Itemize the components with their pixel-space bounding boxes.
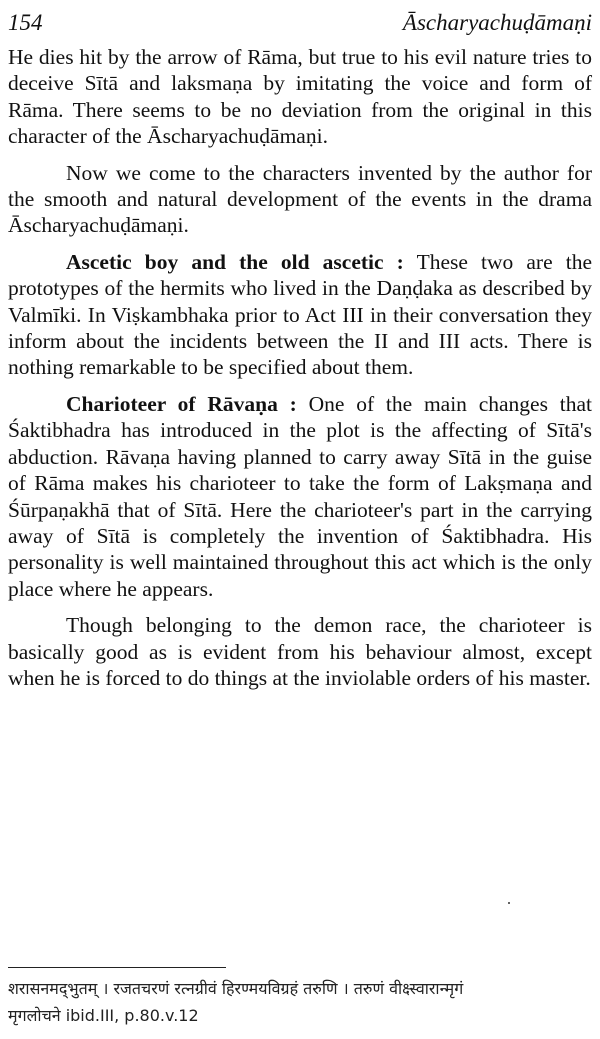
body-text [8, 44, 592, 701]
paragraph-3 [8, 249, 592, 381]
paragraph-5 [8, 612, 592, 691]
footnote-divider [8, 967, 226, 968]
footnote [8, 975, 592, 1029]
paragraph-2 [8, 160, 592, 239]
paragraph-4 [8, 391, 592, 602]
paragraph-heading: Charioteer of Rāvaṇa : [66, 391, 297, 416]
paragraph-1 [8, 44, 592, 150]
paragraph-text: Though belonging to the demon race, the charioteer is basically good as is evident from his behaviour almost, except when he is forced to do things at the inviolable orders of his master. [8, 613, 592, 690]
page-header [8, 0, 592, 36]
paragraph-text: These two are the prototypes of the hermits who lived in the Daṇḍaka as described by Valmīki. In Viṣkambhaka prior to Act III in their conversation they inform about the incidents between the II and III acts. There is nothing remarkable to be specified about them. [8, 249, 593, 380]
footnote-line: मृगलोचने ibid.III, p.80.v.12 [8, 1006, 199, 1025]
page-number: 154 [8, 10, 43, 35]
paragraph-text: One of the main changes that Śaktibhadra has introduced in the plot is the affecting of Sītā's abduction. Rāvaṇa having planned to carry away Sītā in the guise of Rāma makes his charioteer to take the form of Lakṣmaṇa and Śūrpaṇakhā that of Sītā. Here the charioteer's part in the carrying away of Sītā is completely the invention of Śaktibhadra. His personality is well maintained throughout this act which is the only place where he appears. [8, 391, 592, 601]
footnote-line: शरासनमद्‌भुतम् । रजतचरणं रत्नग्रीवं हिरण्मयविग्रहं तरुणि । तरुणं वीक्ष्स्वारान्मृगं [8, 979, 464, 998]
paragraph-heading: Ascetic boy and the old ascetic : [66, 249, 404, 274]
running-title: Āscharyachuḍāmaṇi [402, 10, 592, 35]
paragraph-text: He dies hit by the arrow of Rāma, but true to his evil nature tries to deceive Sītā and laksmaṇa by imitating the voice and form of Rāma. There seems to be no deviation from the original in this character of the Āscharyachuḍāmaṇi. [8, 45, 592, 149]
paragraph-text: Now we come to the characters invented by the author for the smooth and natural development of the events in the drama Āscharyachuḍāmaṇi. [8, 160, 592, 238]
stray-mark [508, 902, 510, 904]
